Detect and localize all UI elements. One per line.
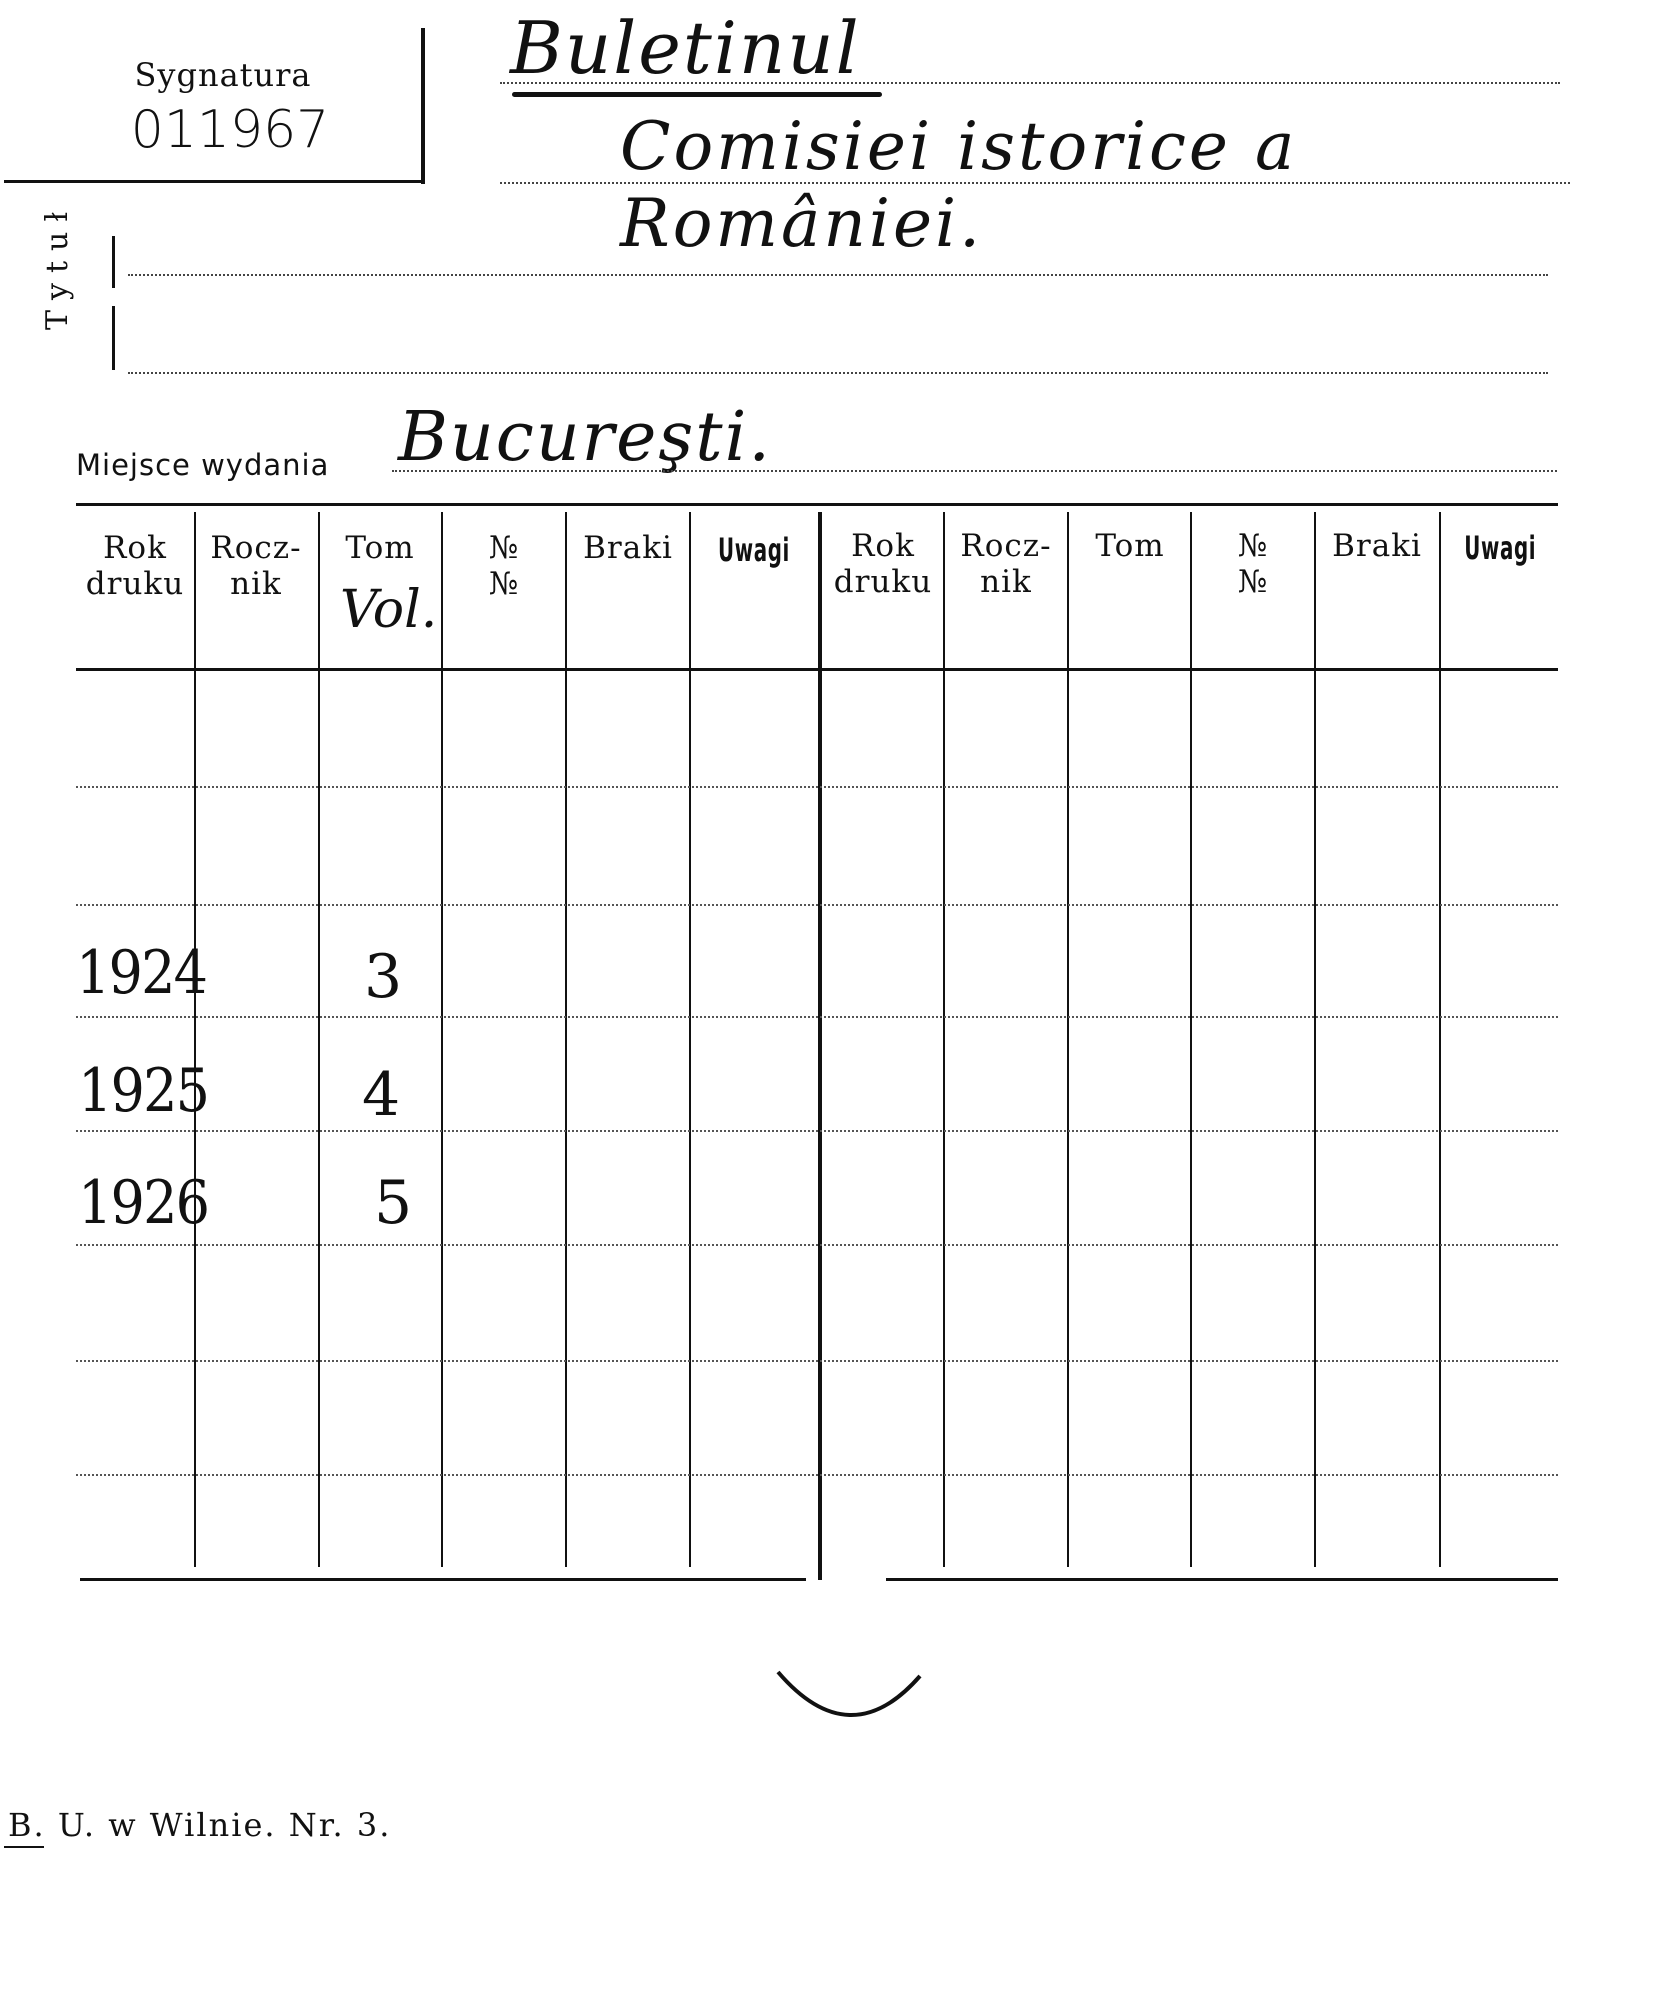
title-line-2: Comisiei istorice a României. bbox=[620, 108, 1298, 262]
entry-tom: 4 bbox=[362, 1060, 401, 1130]
header-braki-right: Braki bbox=[1332, 528, 1422, 564]
table-bottom-border-right bbox=[886, 1578, 1558, 1581]
row-separator bbox=[76, 1474, 1558, 1476]
place-dotted-line bbox=[392, 470, 1557, 472]
table-header-border bbox=[76, 668, 1558, 671]
table-top-border bbox=[76, 503, 1558, 506]
col-divider-center bbox=[818, 512, 822, 1580]
footer-underline bbox=[4, 1846, 44, 1848]
place-value: Bucureşti. bbox=[398, 398, 772, 477]
signature-label: Sygnatura bbox=[134, 56, 312, 94]
header-uwagi-right: Uwagi bbox=[1464, 529, 1537, 567]
title-field-line-1 bbox=[128, 274, 1548, 276]
title-line-1: Buletinul bbox=[510, 6, 861, 90]
header-tom-right: Tom bbox=[1095, 528, 1165, 564]
header-rok-druku-right: Rok druku bbox=[833, 528, 933, 600]
col-divider bbox=[318, 512, 320, 1567]
col-divider bbox=[194, 512, 196, 1567]
title-dotted-line-1 bbox=[500, 82, 1560, 84]
entry-tom: 3 bbox=[364, 942, 403, 1012]
header-nr-right: № № bbox=[1237, 528, 1269, 600]
col-divider bbox=[1067, 512, 1069, 1567]
row-separator bbox=[76, 1360, 1558, 1362]
col-divider bbox=[943, 512, 945, 1567]
signature-value: 011967 bbox=[130, 100, 330, 160]
title-label: Tytuł bbox=[40, 201, 75, 330]
col-divider bbox=[441, 512, 443, 1567]
signature-box-right-border bbox=[421, 28, 425, 184]
table-bottom-border-left bbox=[80, 1578, 806, 1581]
row-separator bbox=[76, 1016, 1558, 1018]
header-braki-left: Braki bbox=[583, 530, 673, 566]
header-nr-left: № № bbox=[488, 530, 520, 602]
row-separator bbox=[76, 786, 1558, 788]
header-tom-left: Tom bbox=[345, 530, 415, 566]
col-divider bbox=[565, 512, 567, 1567]
row-separator bbox=[76, 904, 1558, 906]
title-label-bracket-2 bbox=[112, 306, 115, 370]
signature-box-bottom-border bbox=[4, 180, 425, 183]
title-label-bracket-1 bbox=[112, 236, 115, 288]
col-divider bbox=[1314, 512, 1316, 1567]
header-rocznik-left: Rocz- nik bbox=[210, 530, 302, 602]
title-dotted-line-2 bbox=[500, 182, 1570, 184]
row-separator bbox=[76, 1130, 1558, 1132]
punch-notch-mark bbox=[770, 1666, 930, 1736]
entry-year: 1925 bbox=[78, 1056, 209, 1126]
place-label: Miejsce wydania bbox=[76, 448, 330, 482]
title-field-line-2 bbox=[128, 372, 1548, 374]
col-divider bbox=[1439, 512, 1441, 1567]
header-uwagi-left: Uwagi bbox=[718, 531, 790, 569]
entry-year: 1926 bbox=[78, 1168, 209, 1238]
header-tom-note: Vol. bbox=[340, 580, 438, 640]
entry-tom: 5 bbox=[374, 1168, 413, 1238]
header-rocznik-right: Rocz- nik bbox=[960, 528, 1052, 600]
header-rok-druku-left: Rok druku bbox=[85, 530, 185, 602]
footer-text: B. U. w Wilnie. Nr. 3. bbox=[8, 1806, 392, 1844]
row-separator bbox=[76, 1244, 1558, 1246]
entry-year: 1924 bbox=[76, 938, 207, 1008]
col-divider bbox=[689, 512, 691, 1567]
title-line-1-underline bbox=[512, 92, 882, 97]
col-divider bbox=[1190, 512, 1192, 1567]
